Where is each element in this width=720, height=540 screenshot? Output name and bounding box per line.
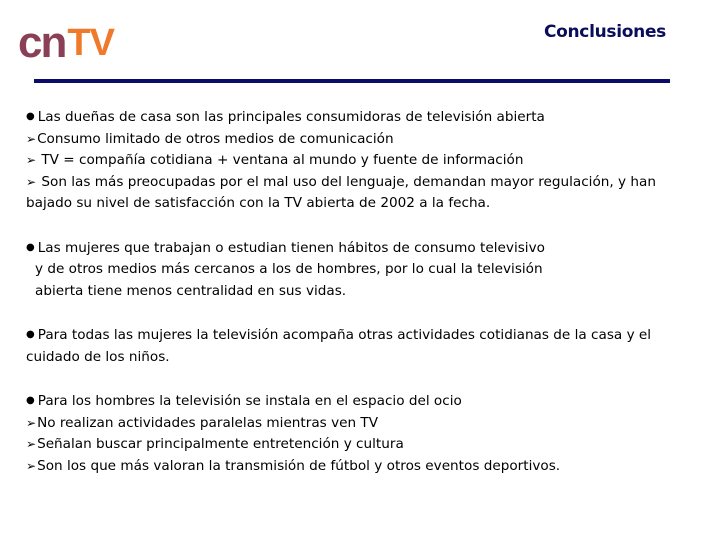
continuation-line: abierta tiene menos centralidad en sus vidas. [35,282,347,299]
arrow-text: Son los que más valoran la transmisión de fútbol y otros eventos deportivos. [37,457,561,474]
arrow-line [26,434,694,456]
arrow-text: TV = compañía cotidiana + ventana al mundo y fuente de información [37,152,524,168]
logo-cn-text: cn [18,18,66,67]
bullet-line [26,237,694,260]
continuation-line: y de otros medios más cercanos a los de hombres, por lo cual la televisión [35,261,543,277]
arrow-text: Son las más preocupadas por el mal uso del lenguaje, demandan mayor regulación, y han bajado su nivel de satisfacción con la TV abierta de 2002 a la fecha. [26,173,656,211]
arrow-line [26,129,694,151]
arrow-text: Consumo limitado de otros medios de comunicación [37,130,394,147]
arrow-right-icon: ➢ [26,458,37,473]
logo-tv-text: TV [67,22,114,64]
arrow-line [26,172,694,215]
bullet-line [26,390,694,413]
bullet-line [26,106,694,129]
bullet-text: Para todas las mujeres la televisión acompaña otras actividades cotidianas de la casa y el cuidado de los niños. [26,327,652,365]
arrow-right-icon: ➢ [26,415,37,430]
bullet-text: Las mujeres que trabajan o estudian tienen hábitos de consumo televisivo [37,239,545,256]
cntv-logo [18,18,114,67]
arrow-right-icon: ➢ [26,437,37,451]
arrow-text: No realizan actividades paralelas mientras ven TV [37,414,379,431]
arrow-right-icon: ➢ [26,174,37,189]
bullet-dot-icon: ● [26,395,35,406]
content-body [26,106,694,499]
bullet-text: Para los hombres la televisión se instala en el espacio del ocio [37,393,462,409]
section-all-women [26,324,694,368]
arrow-line [26,413,694,435]
arrow-line [26,150,694,172]
bullet-line [26,324,694,368]
arrow-line [26,456,694,478]
title-divider [34,79,670,83]
section-housewives [26,106,694,215]
page-title: Conclusiones [543,22,666,42]
bullet-dot-icon: ● [26,241,35,253]
bullet-text: Las dueñas de casa son las principales consumidoras de televisión abierta [37,109,545,125]
arrow-right-icon: ➢ [26,153,37,167]
bullet-dot-icon: ● [26,111,35,122]
section-men [26,390,694,477]
bullet-dot-icon: ● [26,329,35,340]
section-working-women [26,237,694,303]
arrow-right-icon: ➢ [26,131,37,146]
arrow-text: Señalan buscar principalmente entretención y cultura [37,436,404,452]
